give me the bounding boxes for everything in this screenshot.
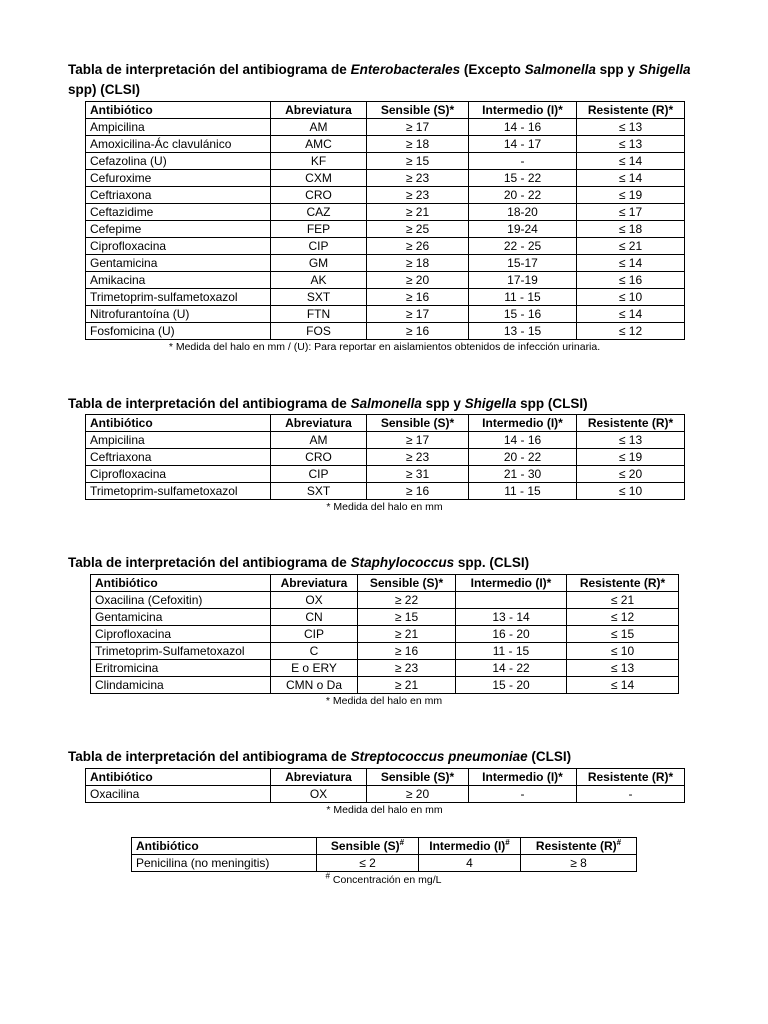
cell-sensible: ≥ 18 <box>367 136 469 153</box>
cell-intermedio: 11 - 15 <box>469 483 577 500</box>
cell-intermedio: 13 - 14 <box>456 609 567 626</box>
table-row <box>86 306 685 323</box>
cell-antibiotico: Amoxicilina-Ác clavulánico <box>86 136 271 153</box>
cell-sensible: ≥ 20 <box>367 272 469 289</box>
cell-resistente: ≤ 19 <box>577 187 685 204</box>
cell-abreviatura: KF <box>271 153 367 170</box>
cell-sensible: ≥ 20 <box>367 786 469 803</box>
col-header-resistente: Resistente (R)* <box>567 575 679 592</box>
table-row <box>91 660 679 677</box>
cell-intermedio: 14 - 22 <box>456 660 567 677</box>
table-enterobacterales <box>85 101 685 340</box>
cell-resistente: ≤ 13 <box>567 660 679 677</box>
cell-antibiotico: Oxacilina (Cefoxitin) <box>91 592 271 609</box>
cell-resistente: ≤ 12 <box>567 609 679 626</box>
cell-abreviatura: CRO <box>271 449 367 466</box>
cell-intermedio: - <box>469 786 577 803</box>
cell-sensible: ≥ 18 <box>367 255 469 272</box>
cell-antibiotico: Ampicilina <box>86 119 271 136</box>
cell-antibiotico: Trimetoprim-Sulfametoxazol <box>91 643 271 660</box>
col-header-antibiotico: Antibiótico <box>86 415 271 432</box>
cell-intermedio: 14 - 16 <box>469 432 577 449</box>
section-title-streptococcus: Tabla de interpretación del antibiograma de Streptococcus pneumoniae (CLSI) <box>68 749 572 764</box>
cell-antibiotico: Cefazolina (U) <box>86 153 271 170</box>
col-header-sensible: Sensible (S)* <box>367 769 469 786</box>
cell-resistente: ≤ 16 <box>577 272 685 289</box>
cell-sensible: ≤ 2 <box>317 855 419 872</box>
cell-antibiotico: Gentamicina <box>86 255 271 272</box>
table-header-row <box>132 838 637 855</box>
table-row <box>86 483 685 500</box>
cell-intermedio: 15-17 <box>469 255 577 272</box>
cell-antibiotico: Ceftriaxona <box>86 449 271 466</box>
cell-sensible: ≥ 17 <box>367 432 469 449</box>
cell-abreviatura: FOS <box>271 323 367 340</box>
section-title-staphylococcus: Tabla de interpretación del antibiograma de Staphylococcus spp. (CLSI) <box>68 555 530 570</box>
table-row <box>91 643 679 660</box>
col-header-abreviatura: Abreviatura <box>271 102 367 119</box>
cell-abreviatura: OX <box>271 592 358 609</box>
cell-sensible: ≥ 15 <box>358 609 456 626</box>
col-header-antibiotico: Antibiótico <box>91 575 271 592</box>
cell-resistente: ≤ 21 <box>577 238 685 255</box>
table-header-row <box>91 575 679 592</box>
table-header-row <box>86 769 685 786</box>
cell-resistente: ≤ 17 <box>577 204 685 221</box>
cell-resistente: ≤ 14 <box>577 255 685 272</box>
cell-resistente: - <box>577 786 685 803</box>
cell-antibiotico: Nitrofurantoína (U) <box>86 306 271 323</box>
col-header-sensible: Sensible (S)* <box>358 575 456 592</box>
cell-sensible: ≥ 22 <box>358 592 456 609</box>
cell-sensible: ≥ 17 <box>367 119 469 136</box>
cell-antibiotico: Ciprofloxacina <box>86 238 271 255</box>
cell-abreviatura: GM <box>271 255 367 272</box>
col-header-resistente: Resistente (R)* <box>577 415 685 432</box>
cell-resistente: ≤ 10 <box>577 483 685 500</box>
cell-antibiotico: Ceftazidime <box>86 204 271 221</box>
section-title-salmonella-shigella: Tabla de interpretación del antibiograma de Salmonella spp y Shigella spp (CLSI) <box>68 396 588 411</box>
col-header-intermedio: Intermedio (I)* <box>469 415 577 432</box>
cell-antibiotico: Amikacina <box>86 272 271 289</box>
cell-intermedio: 11 - 15 <box>456 643 567 660</box>
cell-abreviatura: FEP <box>271 221 367 238</box>
cell-antibiotico: Cefepime <box>86 221 271 238</box>
cell-intermedio: 15 - 22 <box>469 170 577 187</box>
col-header-sensible: Sensible (S)* <box>367 102 469 119</box>
table-row <box>86 170 685 187</box>
cell-intermedio: 11 - 15 <box>469 289 577 306</box>
table-row <box>86 153 685 170</box>
cell-abreviatura: FTN <box>271 306 367 323</box>
table-footnote: * Medida del halo en mm <box>326 804 443 816</box>
cell-intermedio: 19-24 <box>469 221 577 238</box>
cell-abreviatura: AM <box>271 119 367 136</box>
cell-resistente: ≤ 12 <box>577 323 685 340</box>
table-row <box>91 626 679 643</box>
cell-resistente: ≤ 13 <box>577 432 685 449</box>
cell-intermedio: 13 - 15 <box>469 323 577 340</box>
table-header-row <box>86 415 685 432</box>
cell-abreviatura: AMC <box>271 136 367 153</box>
cell-abreviatura: CMN o Da <box>271 677 358 694</box>
cell-resistente: ≤ 14 <box>577 170 685 187</box>
cell-antibiotico: Cefuroxime <box>86 170 271 187</box>
cell-antibiotico: Ciprofloxacina <box>91 626 271 643</box>
cell-abreviatura: E o ERY <box>271 660 358 677</box>
cell-intermedio: 20 - 22 <box>469 187 577 204</box>
cell-sensible: ≥ 21 <box>367 204 469 221</box>
cell-sensible: ≥ 21 <box>358 677 456 694</box>
cell-abreviatura: CAZ <box>271 204 367 221</box>
table-footnote: * Medida del halo en mm / (U): Para reportar en aislamientos obtenidos de infección urinaria. <box>168 341 601 353</box>
cell-sensible: ≥ 23 <box>367 187 469 204</box>
col-header-antibiotico: Antibiótico <box>86 769 271 786</box>
col-header-antibiotico: Antibiótico <box>132 838 317 855</box>
cell-intermedio: 15 - 16 <box>469 306 577 323</box>
cell-abreviatura: CXM <box>271 170 367 187</box>
cell-resistente: ≤ 15 <box>567 626 679 643</box>
cell-resistente: ≤ 10 <box>567 643 679 660</box>
cell-resistente: ≤ 13 <box>577 136 685 153</box>
cell-sensible: ≥ 17 <box>367 306 469 323</box>
cell-antibiotico: Penicilina (no meningitis) <box>132 855 317 872</box>
cell-sensible: ≥ 16 <box>367 323 469 340</box>
table-footnote: # Concentración en mg/L <box>325 871 442 886</box>
table-row <box>86 204 685 221</box>
cell-resistente: ≤ 14 <box>577 306 685 323</box>
col-header-abreviatura: Abreviatura <box>271 415 367 432</box>
cell-intermedio: 16 - 20 <box>456 626 567 643</box>
table-penicillin <box>131 837 637 872</box>
cell-intermedio: 22 - 25 <box>469 238 577 255</box>
cell-antibiotico: Oxacilina <box>86 786 271 803</box>
cell-sensible: ≥ 16 <box>358 643 456 660</box>
col-header-abreviatura: Abreviatura <box>271 769 367 786</box>
cell-intermedio: 15 - 20 <box>456 677 567 694</box>
cell-abreviatura: AM <box>271 432 367 449</box>
table-row <box>86 238 685 255</box>
cell-abreviatura: OX <box>271 786 367 803</box>
cell-antibiotico: Trimetoprim-sulfametoxazol <box>86 483 271 500</box>
col-header-intermedio: Intermedio (I)* <box>469 769 577 786</box>
cell-intermedio: 14 - 17 <box>469 136 577 153</box>
table-row <box>86 221 685 238</box>
cell-intermedio <box>456 592 567 609</box>
col-header-resistente: Resistente (R)* <box>577 769 685 786</box>
col-header-sensible: Sensible (S)# <box>317 838 419 855</box>
cell-abreviatura: CRO <box>271 187 367 204</box>
cell-antibiotico: Ceftriaxona <box>86 187 271 204</box>
cell-resistente: ≥ 8 <box>521 855 637 872</box>
table-row <box>86 136 685 153</box>
cell-sensible: ≥ 23 <box>358 660 456 677</box>
table-footnote: * Medida del halo en mm <box>325 695 443 707</box>
cell-resistente: ≤ 20 <box>577 466 685 483</box>
table-row <box>91 609 679 626</box>
cell-sensible: ≥ 23 <box>367 170 469 187</box>
cell-intermedio: 4 <box>419 855 521 872</box>
table-streptococcus <box>85 768 685 803</box>
table-row <box>86 289 685 306</box>
cell-antibiotico: Ampicilina <box>86 432 271 449</box>
table-row <box>86 786 685 803</box>
table-row <box>86 432 685 449</box>
table-row <box>86 187 685 204</box>
cell-sensible: ≥ 23 <box>367 449 469 466</box>
cell-abreviatura: C <box>271 643 358 660</box>
cell-abreviatura: SXT <box>271 483 367 500</box>
cell-sensible: ≥ 21 <box>358 626 456 643</box>
cell-resistente: ≤ 13 <box>577 119 685 136</box>
table-row <box>91 592 679 609</box>
cell-sensible: ≥ 16 <box>367 289 469 306</box>
cell-intermedio: 18-20 <box>469 204 577 221</box>
table-row <box>91 677 679 694</box>
table-salmonella-shigella <box>85 414 685 500</box>
col-header-intermedio: Intermedio (I)* <box>469 102 577 119</box>
table-row <box>86 272 685 289</box>
cell-resistente: ≤ 10 <box>577 289 685 306</box>
cell-sensible: ≥ 25 <box>367 221 469 238</box>
table-row <box>86 449 685 466</box>
cell-intermedio: - <box>469 153 577 170</box>
table-row <box>86 466 685 483</box>
cell-intermedio: 21 - 30 <box>469 466 577 483</box>
cell-intermedio: 14 - 16 <box>469 119 577 136</box>
col-header-resistente: Resistente (R)* <box>577 102 685 119</box>
col-header-antibiotico: Antibiótico <box>86 102 271 119</box>
cell-antibiotico: Clindamicina <box>91 677 271 694</box>
cell-antibiotico: Trimetoprim-sulfametoxazol <box>86 289 271 306</box>
cell-abreviatura: AK <box>271 272 367 289</box>
section-title-enterobacterales: Tabla de interpretación del antibiograma de Enterobacterales (Excepto Salmonella spp y Shigella spp) (CLSI) <box>68 62 691 97</box>
cell-abreviatura: CIP <box>271 626 358 643</box>
cell-resistente: ≤ 14 <box>567 677 679 694</box>
cell-intermedio: 17-19 <box>469 272 577 289</box>
cell-sensible: ≥ 26 <box>367 238 469 255</box>
cell-antibiotico: Gentamicina <box>91 609 271 626</box>
col-header-intermedio: Intermedio (I)* <box>456 575 567 592</box>
col-header-sensible: Sensible (S)* <box>367 415 469 432</box>
cell-antibiotico: Fosfomicina (U) <box>86 323 271 340</box>
table-row <box>86 119 685 136</box>
col-header-intermedio: Intermedio (I)# <box>419 838 521 855</box>
cell-sensible: ≥ 31 <box>367 466 469 483</box>
table-row <box>86 255 685 272</box>
cell-antibiotico: Ciprofloxacina <box>86 466 271 483</box>
table-staphylococcus <box>90 574 679 694</box>
cell-resistente: ≤ 18 <box>577 221 685 238</box>
cell-abreviatura: CN <box>271 609 358 626</box>
cell-abreviatura: CIP <box>271 238 367 255</box>
cell-intermedio: 20 - 22 <box>469 449 577 466</box>
col-header-abreviatura: Abreviatura <box>271 575 358 592</box>
col-header-resistente: Resistente (R)# <box>521 838 637 855</box>
cell-sensible: ≥ 16 <box>367 483 469 500</box>
cell-antibiotico: Eritromicina <box>91 660 271 677</box>
cell-abreviatura: SXT <box>271 289 367 306</box>
cell-resistente: ≤ 14 <box>577 153 685 170</box>
cell-abreviatura: CIP <box>271 466 367 483</box>
cell-resistente: ≤ 21 <box>567 592 679 609</box>
table-footnote: * Medida del halo en mm <box>326 501 443 513</box>
table-header-row <box>86 102 685 119</box>
cell-resistente: ≤ 19 <box>577 449 685 466</box>
table-row <box>132 855 637 872</box>
table-row <box>86 323 685 340</box>
cell-sensible: ≥ 15 <box>367 153 469 170</box>
